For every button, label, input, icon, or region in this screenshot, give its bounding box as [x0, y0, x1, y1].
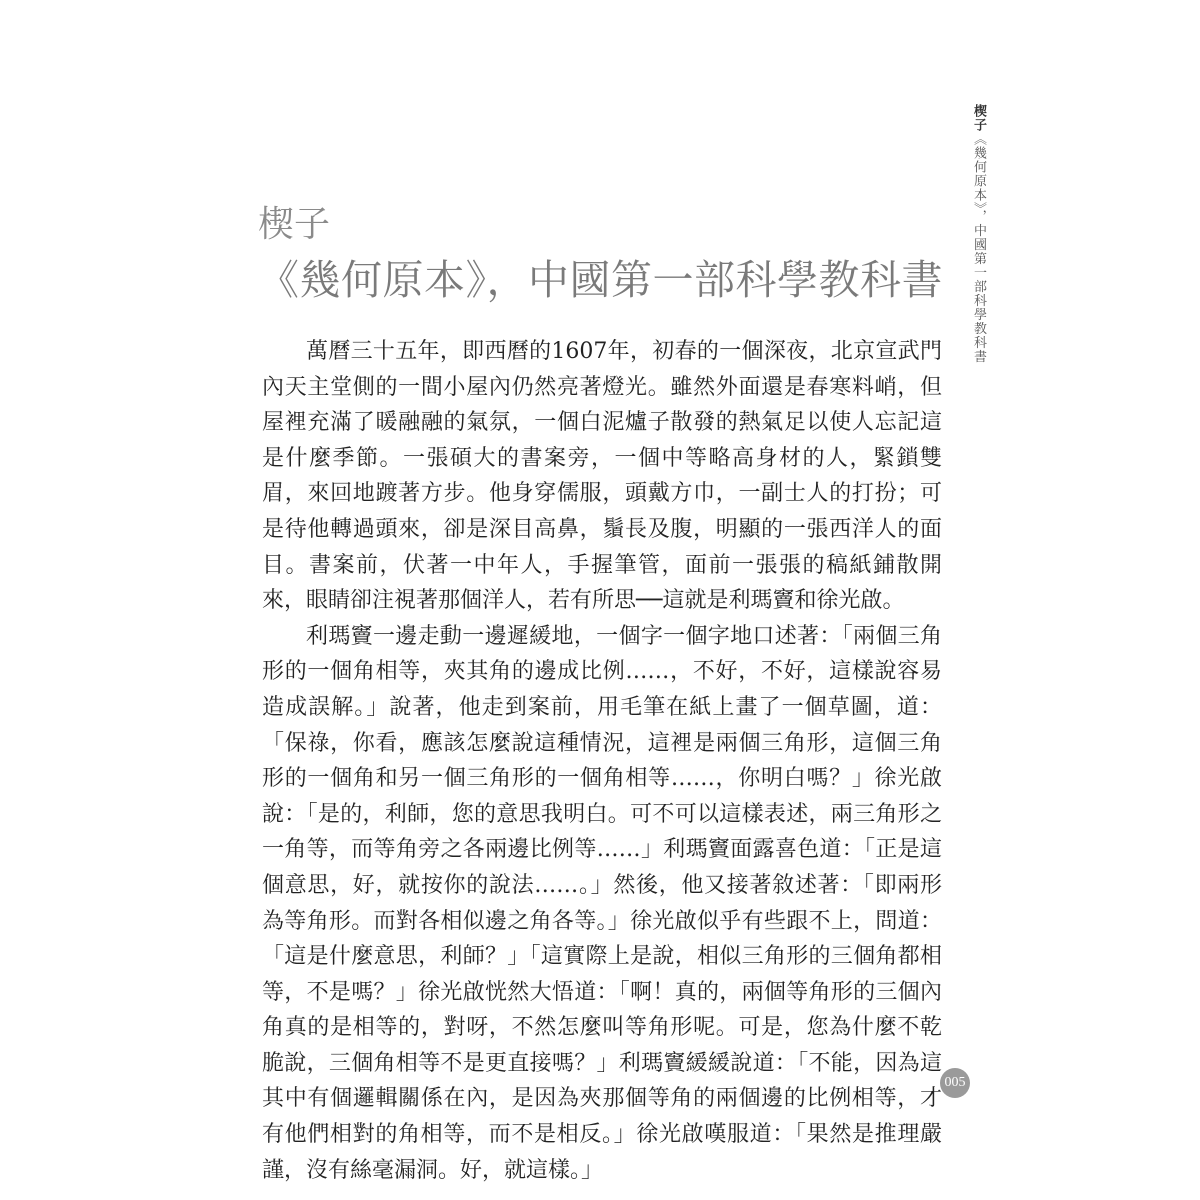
chapter-label: 楔子: [258, 204, 331, 245]
paragraph-2: 利瑪竇一邊走動一邊遲緩地，一個字一個字地口述著：「兩個三角形的一個角相等，夾其角的邊成比例……，不好，不好，這樣說容易造成誤解。」說著，他走到案前，用毛筆在紙上畫了一個草圖，道：「保祿，你看，應該怎麼說這種情況，這裡是兩個三角形，這個三角形的一個角和另一個三角形的一個角相等……，你明白嗎？」徐光啟說：「是的，利師，您的意思我明白。可不可以這樣表述，兩三角形之一角等，而等角旁之各兩邊比例等……」利瑪竇面露喜色道：「正是這個意思，好，就按你的說法……。」然後，他又接著敘述著：「即兩形為等角形。而對各相似邊之角各等。」徐光啟似乎有些跟不上，問道：「這是什麼意思，利師？」「這實際上是說，相似三角形的三個角都相等，不是嗎？」徐光啟恍然大悟道：「啊！真的，兩個等角形的三個內角真的是相等的，對呀，不然怎麼叫等角形呢。可是，您為什麼不乾脆說，三個角相等不是更直接嗎？」利瑪竇緩緩說道：「不能，因為這其中有個邏輯關係在內，是因為夾那個等角的兩個邊的比例相等，才有他們相對的角相等，而不是相反。」徐光啟嘆服道：「果然是推理嚴謹，沒有絲毫漏洞。好，就這樣。」: [262, 623, 942, 1183]
running-header: [956, 104, 986, 364]
page-number-badge: 005: [940, 1068, 970, 1098]
chapter-title: 《幾何原本》，中國第一部科學教科書: [258, 256, 943, 304]
paragraph-1: 萬曆三十五年，即西曆的1607年，初春的一個深夜，北京宣武門內天主堂側的一間小屋內仍然亮著燈光。雖然外面還是春寒料峭，但屋裡充滿了暖融融的氣氛，一個白泥爐子散發的熱氣足以使人忘記這是什麼季節。一張碩大的書案旁，一個中等略高身材的人，緊鎖雙眉，來回地踱著方步。他身穿儒服，頭戴方巾，一副士人的打扮；可是待他轉過頭來，卻是深目高鼻，鬚長及腹，明顯的一張西洋人的面目。書案前，伏著一中年人，手握筆管，面前一張張的稿紙鋪散開來，眼睛卻注視著那個洋人，若有所思──這就是利瑪竇和徐光啟。: [262, 339, 942, 614]
running-header-title: 《幾何原本》，中國第一部科學教科書: [971, 132, 986, 364]
body-text: [262, 334, 942, 1188]
running-header-section: 楔子: [971, 104, 986, 132]
